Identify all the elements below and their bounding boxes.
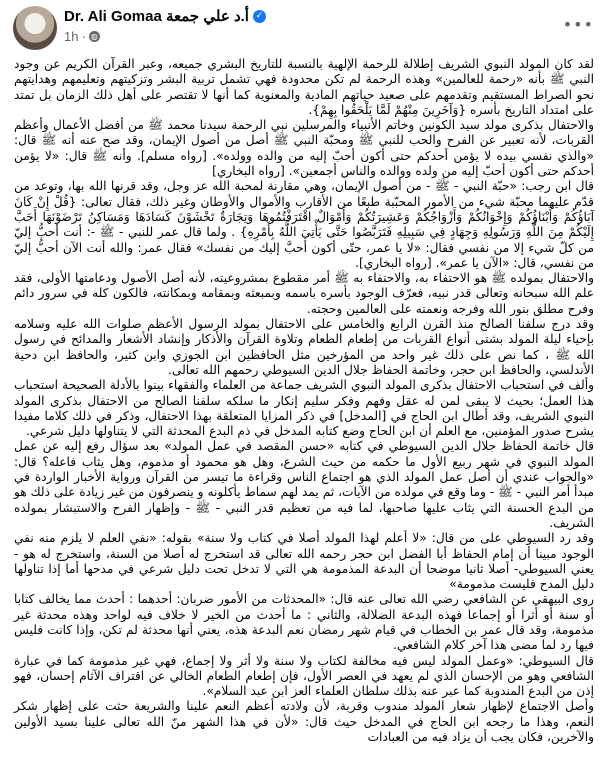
post-time[interactable]: 1h xyxy=(64,29,79,44)
paragraph: وقد رد السيوطي على من قال: «لا أعلم لهذا المولد أصلا في كتاب ولا سنة» بقوله: «نفي العلم لا يلزم منه نفي الوجود مبينا أن إمام الحفاظ أبا الفضل ابن حجر رحمه الله تعالى قد استخرج له أصلا من السنة، واستخرج له هو - يعني السيوطي- أصلا ثانيا موضحا أن البدعة المذمومة هي التي لا تدخل تحت دليل شرعي في مدحها أما إذا تناولها دليل المدح فليست مذمومة» xyxy=(14,531,594,592)
verified-badge-icon: ✓ xyxy=(253,10,266,23)
paragraph: وألف في استحباب الاحتفال بذكرى المولد النبوي الشريف جماعة من العلماء والفقهاء بينوا بالأدلة الصحيحة استحباب هذا العمل؛ بحيث لا يبقى لمن له عقل وفهم وفكر سليم إنكار ما سلكه سلفنا الصالح من الاحتفال بذكرى المولد النبوي الشريف، وقد أطال ابن الحاج في [المدخل] في ذكر المزايا المتعلقة بهذا الاحتفال، وذكر في ذلك كلاما مفيدا يشرح صدور المؤمنين، مع العلم أن ابن الحاج وضع كتابه المدخل في ذم البدع المحدثة التي لا يتناولها دليل شرعي. xyxy=(14,378,594,439)
post-body xyxy=(14,57,594,745)
more-options-icon[interactable]: ••• xyxy=(562,15,594,34)
author-row xyxy=(64,7,266,25)
globe-icon: ◍ xyxy=(89,31,100,42)
post-meta xyxy=(64,29,100,44)
paragraph: وقد درج سلفنا الصالح منذ القرن الرابع والخامس على الاحتفال بمولد الرسول الأعظم صلوات الله عليه وسلامه بإحياء ليلة المولد بشتى أنواع القربات من إطعام الطعام وتلاوة القرآن والأذكار وإنشاد الأشعار والمدائح في رسول الله ﷺ ، كما نص على ذلك غير واحد من المؤرخين مثل الحافظين ابن الجوزي وابن كثير، والحافظ ابن دحية الأندلسي، والحافظ ابن حجر، وخاتمة الحفاظ جلال الدين السيوطي رحمهم الله تعالى. xyxy=(14,317,594,377)
paragraph: قال خاتمة الحفاظ جلال الدين السيوطي في كتابه «حسن المقصد في عمل المولد» بعد سؤال رفع إليه عن عمل المولد النبوي في شهر ربيع الأول ما حكمه من حيث الشرع، وهل هو محمود أو مذموم، وهل يثاب فاعله؟ قال: «والجواب عندي أن أصل عمل المولد الذي هو اجتماع الناس وقراءة ما تيسر من القرآن ورواية الأخبار الواردة في مبدأ أمر النبي - ﷺ - وما وقع في مولده من الآيات، ثم يمد لهم سماط يأكلونه و ينصرفون من غير زيادة على ذلك هو من البدع الحسنة التي يثاب عليها صاحبها، لما فيه من تعظيم قدر النبي - ﷺ - وإظهار الفرح والاستبشار بمولده الشريف. xyxy=(14,439,594,530)
post-header xyxy=(0,0,608,58)
paragraph: وأصل الاجتماع لإظهار شعار المولد مندوب وقربة، لأن ولادته أعظم النعم علينا والشريعة حثت على إظهار شكر النعم، وهذا ما رجحه ابن الحاج في المدخل حيث قال: «لأن في هذا الشهر منّ الله تعالى علينا بسيد الأولين والآخرين، فكان يجب أن يزاد فيه من العبادات xyxy=(14,699,594,745)
avatar[interactable] xyxy=(13,6,57,50)
paragraph: قال ابن رجب: «حبّة النبي - ﷺ - من أصول الإيمان، وهي مقارنة لمحبة الله عز وجل، وقد قرنها الله بها، وتوعد من قدّم عليهما محبّة شيء من الأمور المحبّبة طبعًا من الأقارب والأموال والأوطان وغير ذلك، فقال تعالى: {قُلْ إِنْ كَانَ آبَاؤُكُمْ وَأَبْنَاؤُكُمْ وَإِخْوَانُكُمْ وَأَزْوَاجُكُمْ وَعَشِيرَتُكُمْ وَأَمْوَالٌ اقْتَرَفْتُمُوهَا وَتِجَارَةٌ تَخْشَوْنَ كَسَادَهَا وَمَسَاكِنُ تَرْضَوْنَهَا أَحَبَّ إِلَيْكُمْ مِنَ اللَّهِ وَرَسُولِهِ وَجِهَادٍ فِي سَبِيلِهِ فَتَرَبَّصُوا حَتَّى يَأْتِيَ اللَّهُ بِأَمْرِهِ} . ولما قال عمر للنبي - ﷺ -: أنت أحبُّ إليّ من كلّ شيء إلا من نفسي فقال: «لا يا عمر، حتّى أكون أحبَّ إليك من نفسك» فقال عمر: والله أنت الآن أحبُّ إليّ من نفسي، قال: «الآن يا عمر». [رواه البخاري]. xyxy=(14,179,594,270)
paragraph: والاحتفال بمولده ﷺ هو الاحتفاء به، والاحتفاء به ﷺ أمر مقطوع بمشروعيته، لأنه أصل الأصول ودعامتها الأولى، فقد علم الله سبحانه وتعالى قدر نبيه، فعرّف الوجود بأسره باسمه وبمبعثه وبمقامه وبمكانته، فالكون كله في سرور دائم وفرح مطلق بنور الله وفرجه ونعمته على العالمين وحجته. xyxy=(14,271,594,316)
author-name[interactable]: Dr. Ali Gomaa أ.د علي جمعة xyxy=(64,8,249,25)
paragraph: والاحتفال بذكرى مولد سيد الكونين وخاتم الأنبياء والمرسلين نبي الرحمة سيدنا محمد ﷺ من أفضل الأعمال وأعظم القربات، لأنه تعبير عن الفرح والحب للنبي ﷺ ومحبّة النبي ﷺ أصل من أصول الإيمان، وقد صح عنه أنه ﷺ قال: «والذي نفسي بيده لا يؤمن أحدكم حتى أكون أحبّ إليه من والده وولده». [رواه مسلم]. وأنه ﷺ قال: «لا يؤمن أحدكم حتى أكون أحبّ إليه من ولده ووالده والناس أجمعين». [رواه البخاري] xyxy=(14,118,594,179)
paragraph: لقد كان المولد النبوي الشريف إطلالة للرحمة الإلهية بالنسبة للتاريخ البشري جميعه، وعبر القرآن الكريم عن وجود النبي ﷺ بأنه «رحمة للعالمين» وهذه الرحمة لم تكن محدودة فهي تشمل تربية البشر وتزكيتهم وتعليمهم وهدايتهم نحو الصراط المستقيم وتقدمهم على صعيد حياتهم المادية والمعنوية كما أنها لا تقتصر على أهل ذلك الزمان بل تمتد على امتداد التاريخ بأسره {وَآخَرِينَ مِنْهُمْ لَمَّا يَلْحَقُوا بِهِمْ}. xyxy=(14,57,594,117)
paragraph: قال السيوطي: «وعمل المولد ليس فيه مخالفة لكتاب ولا سنة ولا أثر ولا إجماع، فهي غير مذمومة كما في عبارة الشافعي وهو من الإحسان الذي لم يعهد في العصر الأول، فإن إطعام الطعام الخالي عن اقتراف الآثام إحسان، فهو إذن من البدع المندوبة كما عبر عنه بذلك سلطان العلماء العز ابن عبد السلام». xyxy=(14,653,594,699)
separator: · xyxy=(81,29,86,44)
paragraph: روى البيهقي عن الشافعي رضي الله تعالى عنه قال: «المحدثات من الأمور ضربان: أحدهما : أحدث مما يخالف كتابا أو سنة أو أثرا أو إجماعا فهذه البدعة الضلالة، والثاني : ما أحدث من الخير لا خلاف فيه لواحد وهذه محدثة غير مذمومة، وقد قال عمر بن الخطاب في قيام شهر رمضان نعم البدعة هذه، يعني أنها محدثة لم تكن، وإذا كانت فليس فيها رد لما مضى هذا آخر كلام الشافعي. xyxy=(14,592,594,653)
